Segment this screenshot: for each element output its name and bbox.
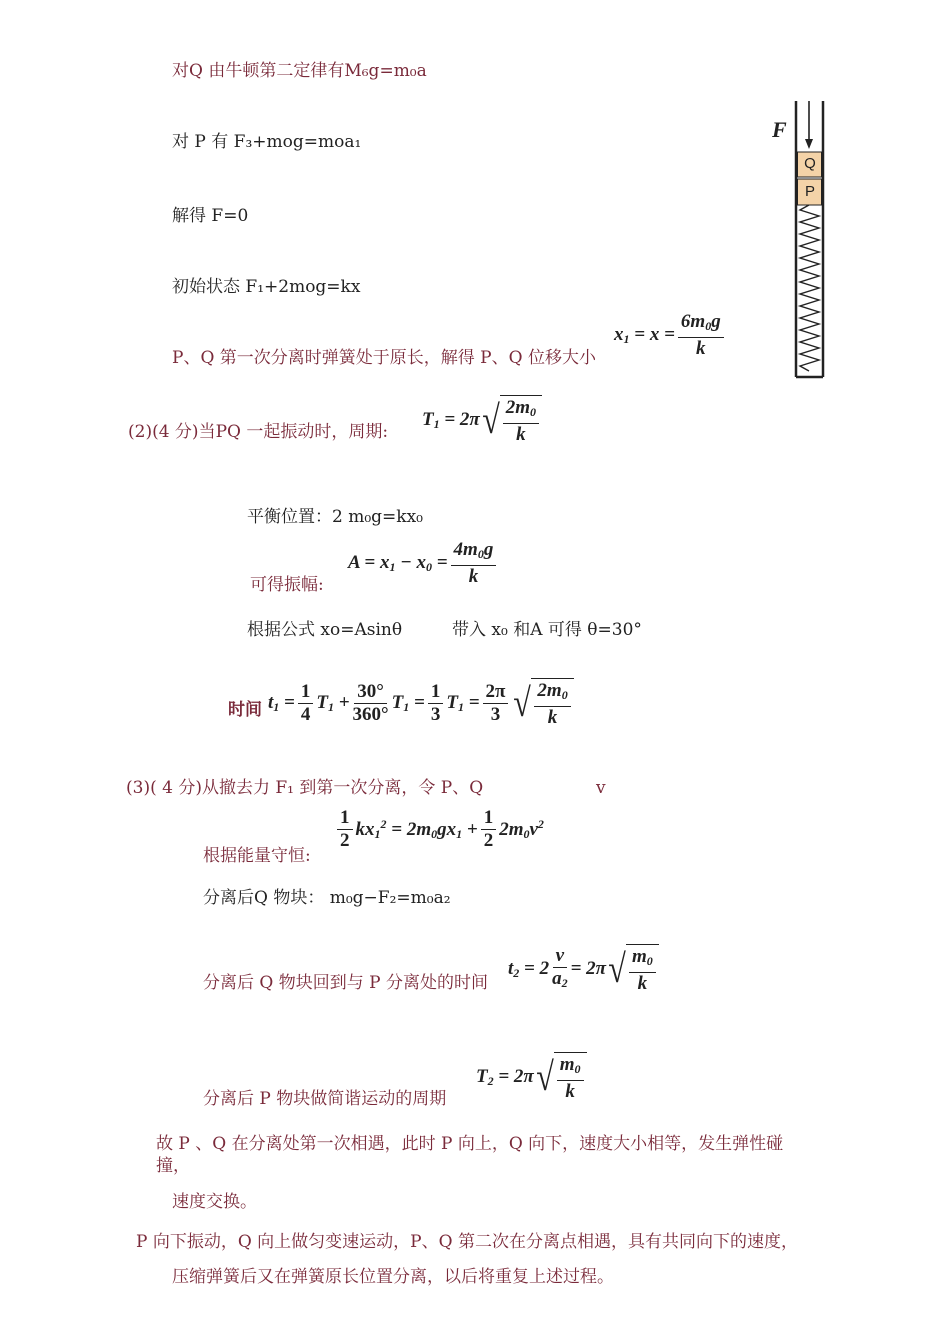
line-velocity-swap: 速度交换。: [172, 1192, 257, 1212]
equation-T2: $T_2 = 2\pi$ √ $\frac{m_0}{k}$: [476, 1052, 587, 1102]
line-energy-label: 根据能量守恒:: [203, 846, 311, 866]
line-substitute: 带入 x₀ 和A 可得 θ=30°: [452, 620, 642, 640]
spring-tube-diagram: [770, 95, 830, 389]
line-time-label: 时间: [228, 700, 262, 720]
line-part3: (3)( 4 分)从撤去力 F₁ 到第一次分离，令 P、Q: [126, 778, 484, 798]
block-p-label: P: [804, 183, 815, 200]
force-label: F: [772, 117, 787, 142]
equation-amplitude: $A = x_1 - x_0$ = $\frac{4m_0g}{k}$: [348, 540, 499, 587]
line-newton-q: 对Q 由牛顿第二定律有M₆g=m₀a: [172, 61, 427, 81]
line-p-force: 对 P 有 F₃+mog=moa₁: [172, 132, 362, 152]
line-initial-state: 初始状态 F₁+2mog=kx: [172, 277, 361, 297]
line-q-return-time: 分离后 Q 物块回到与 P 分离处的时间: [203, 973, 488, 993]
line-formula: 根据公式 xo=Asinθ: [247, 620, 403, 640]
equation-energy: $\frac{1}{2}$ $kx_1^2 = 2m_0gx_1$ + $\frac{1}{2}$ $2m_0v^2$: [334, 808, 544, 851]
line-amplitude-label: 可得振幅:: [250, 575, 324, 595]
line-first-meet: 故 P 、Q 在分离处第一次相遇，此时 P 向上，Q 向下，速度大小相等，发生弹性碰: [156, 1134, 784, 1154]
block-q-label: Q: [804, 155, 816, 172]
equation-t1-time: $t_1$ = $\frac{1}{4}$ $T_1$ + $\frac{30^\circ}{360^\circ}$ $T_1$ = $\frac{1}{3}$ $T_1$ = $\frac{2\pi}{3}$ √ $\frac{2m_0}{k}$: [268, 678, 574, 728]
line-equilibrium: 平衡位置：2 m₀g=kx₀: [247, 507, 423, 527]
line-second-meet: P 向下振动，Q 向上做匀变速运动，P、Q 第二次在分离点相遇，具有共同向下的速度，: [136, 1232, 798, 1252]
line-part3-v: v: [596, 778, 606, 798]
line-q-after: 分离后Q 物块： m₀g−F₂=m₀a₂: [203, 888, 451, 908]
line-repeat: 压缩弹簧后又在弹簧原长位置分离，以后将重复上述过程。: [172, 1267, 614, 1287]
equation-t2: $t_2 = 2$ $\frac{v}{a_2}$ = 2π √ $\frac{m_0}{k}$: [508, 944, 659, 994]
line-part2-period: (2)(4 分)当PQ 一起振动时，周期:: [128, 422, 389, 442]
line-p-period: 分离后 P 物块做简谐运动的周期: [203, 1089, 447, 1109]
equation-x1: $x_1 = x$ = $\frac{6m_0g}{k}$: [614, 312, 727, 359]
line-solve-f: 解得 F=0: [172, 206, 249, 226]
line-first-meet-cont: 撞，: [156, 1156, 190, 1176]
line-first-separation: P、Q 第一次分离时弹簧处于原长，解得 P、Q 位移大小: [172, 348, 596, 368]
equation-t1: $T_1 = 2\pi$ √ $\frac{2m_0}{k}$: [422, 395, 542, 445]
